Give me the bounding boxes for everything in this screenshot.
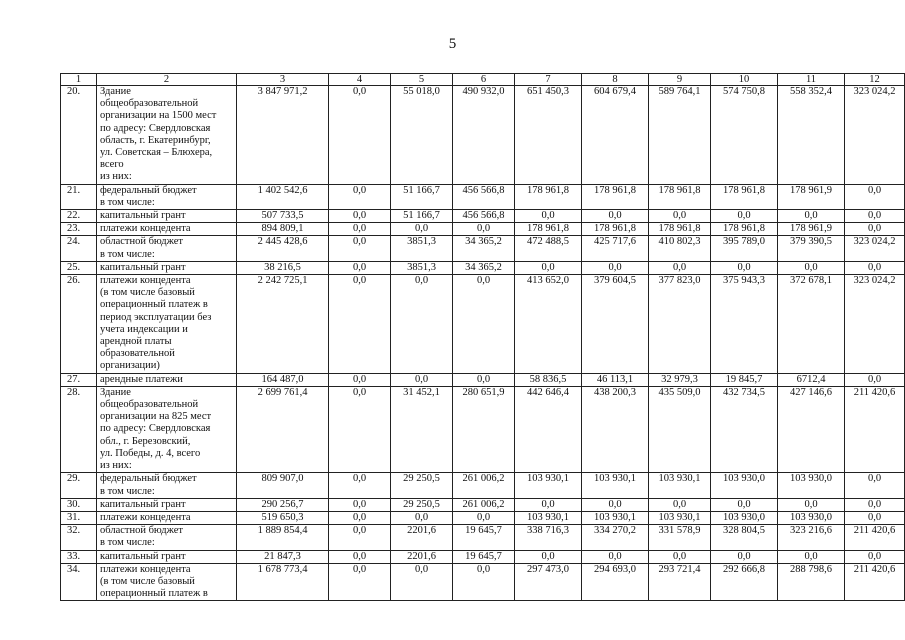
value-cell: 0,0 — [329, 223, 391, 236]
value-cell: 178 961,9 — [778, 223, 845, 236]
row-label-cell: платежи концедента — [97, 511, 237, 524]
value-cell: 0,0 — [845, 261, 905, 274]
row-number-cell: 25. — [61, 261, 97, 274]
value-cell: 438 200,3 — [582, 386, 649, 472]
value-cell: 0,0 — [711, 210, 778, 223]
column-number-header: 2 — [97, 74, 237, 86]
value-cell: 0,0 — [845, 498, 905, 511]
value-cell: 0,0 — [582, 498, 649, 511]
column-number-header: 10 — [711, 74, 778, 86]
value-cell: 51 166,7 — [391, 184, 453, 209]
value-cell: 178 961,8 — [515, 223, 582, 236]
table-row — [61, 511, 905, 524]
value-cell: 261 006,2 — [453, 473, 515, 498]
value-cell: 558 352,4 — [778, 86, 845, 185]
value-cell: 103 930,0 — [711, 473, 778, 498]
column-number-header: 11 — [778, 74, 845, 86]
value-cell: 0,0 — [582, 210, 649, 223]
value-cell: 0,0 — [391, 223, 453, 236]
value-cell: 323 216,6 — [778, 525, 845, 550]
value-cell: 280 651,9 — [453, 386, 515, 472]
value-cell: 323 024,2 — [845, 86, 905, 185]
column-number-header: 3 — [237, 74, 329, 86]
value-cell: 261 006,2 — [453, 498, 515, 511]
value-cell: 651 450,3 — [515, 86, 582, 185]
value-cell: 0,0 — [329, 550, 391, 563]
value-cell: 294 693,0 — [582, 563, 649, 601]
value-cell: 0,0 — [329, 184, 391, 209]
value-cell: 507 733,5 — [237, 210, 329, 223]
value-cell: 604 679,4 — [582, 86, 649, 185]
value-cell: 178 961,8 — [711, 223, 778, 236]
table-header-row — [61, 74, 905, 86]
column-number-header: 7 — [515, 74, 582, 86]
value-cell: 0,0 — [329, 498, 391, 511]
value-cell: 178 961,8 — [711, 184, 778, 209]
column-number-header: 12 — [845, 74, 905, 86]
value-cell: 6712,4 — [778, 373, 845, 386]
table-row — [61, 386, 905, 472]
row-label-cell: федеральный бюджет в том числе: — [97, 473, 237, 498]
value-cell: 3 847 971,2 — [237, 86, 329, 185]
value-cell: 435 509,0 — [649, 386, 711, 472]
value-cell: 338 716,3 — [515, 525, 582, 550]
value-cell: 0,0 — [329, 525, 391, 550]
value-cell: 0,0 — [778, 550, 845, 563]
value-cell: 55 018,0 — [391, 86, 453, 185]
value-cell: 0,0 — [845, 473, 905, 498]
table-row — [61, 275, 905, 374]
value-cell: 442 646,4 — [515, 386, 582, 472]
value-cell: 0,0 — [515, 498, 582, 511]
column-number-header: 8 — [582, 74, 649, 86]
value-cell: 0,0 — [453, 563, 515, 601]
value-cell: 19 645,7 — [453, 550, 515, 563]
column-number-header: 4 — [329, 74, 391, 86]
value-cell: 809 907,0 — [237, 473, 329, 498]
row-label-cell: областной бюджет в том числе: — [97, 525, 237, 550]
value-cell: 589 764,1 — [649, 86, 711, 185]
value-cell: 178 961,8 — [649, 223, 711, 236]
value-cell: 379 604,5 — [582, 275, 649, 374]
row-number-cell: 32. — [61, 525, 97, 550]
value-cell: 164 487,0 — [237, 373, 329, 386]
value-cell: 0,0 — [329, 511, 391, 524]
value-cell: 472 488,5 — [515, 236, 582, 261]
row-number-cell: 22. — [61, 210, 97, 223]
value-cell: 0,0 — [649, 210, 711, 223]
value-cell: 410 802,3 — [649, 236, 711, 261]
value-cell: 19 845,7 — [711, 373, 778, 386]
row-label-cell: платежи концедента (в том числе базовый операционный платеж в период эксплуатации без учета индексации и арендной платы образовательной организации) — [97, 275, 237, 374]
row-number-cell: 27. — [61, 373, 97, 386]
row-label-cell: капитальный грант — [97, 550, 237, 563]
value-cell: 379 390,5 — [778, 236, 845, 261]
table-row — [61, 473, 905, 498]
row-label-cell: Здание общеобразовательной организации на 1500 мест по адресу: Свердловская область, г. Екатеринбург, ул. Советская – Блюхера, всего из них: — [97, 86, 237, 185]
value-cell: 323 024,2 — [845, 236, 905, 261]
row-number-cell: 24. — [61, 236, 97, 261]
value-cell: 178 961,8 — [582, 184, 649, 209]
column-number-header: 6 — [453, 74, 515, 86]
value-cell: 0,0 — [329, 473, 391, 498]
value-cell: 0,0 — [845, 184, 905, 209]
value-cell: 519 650,3 — [237, 511, 329, 524]
value-cell: 0,0 — [453, 223, 515, 236]
value-cell: 103 930,1 — [582, 473, 649, 498]
column-number-header: 5 — [391, 74, 453, 86]
row-number-cell: 21. — [61, 184, 97, 209]
value-cell: 456 566,8 — [453, 210, 515, 223]
table-row — [61, 525, 905, 550]
value-cell: 372 678,1 — [778, 275, 845, 374]
value-cell: 432 734,5 — [711, 386, 778, 472]
value-cell: 51 166,7 — [391, 210, 453, 223]
value-cell: 1 402 542,6 — [237, 184, 329, 209]
row-label-cell: капитальный грант — [97, 261, 237, 274]
value-cell: 0,0 — [329, 236, 391, 261]
value-cell: 0,0 — [515, 261, 582, 274]
value-cell: 178 961,8 — [582, 223, 649, 236]
value-cell: 1 889 854,4 — [237, 525, 329, 550]
row-label-cell: Здание общеобразовательной организации на 825 мест по адресу: Свердловская обл., г. Березовский, ул. Победы, д. 4, всего из них: — [97, 386, 237, 472]
value-cell: 293 721,4 — [649, 563, 711, 601]
value-cell: 31 452,1 — [391, 386, 453, 472]
value-cell: 2 699 761,4 — [237, 386, 329, 472]
value-cell: 0,0 — [391, 275, 453, 374]
table-row — [61, 261, 905, 274]
value-cell: 58 836,5 — [515, 373, 582, 386]
value-cell: 0,0 — [582, 550, 649, 563]
value-cell: 0,0 — [649, 550, 711, 563]
value-cell: 574 750,8 — [711, 86, 778, 185]
value-cell: 2 445 428,6 — [237, 236, 329, 261]
value-cell: 19 645,7 — [453, 525, 515, 550]
table-row — [61, 550, 905, 563]
table-row — [61, 498, 905, 511]
value-cell: 375 943,3 — [711, 275, 778, 374]
value-cell: 211 420,6 — [845, 563, 905, 601]
row-number-cell: 30. — [61, 498, 97, 511]
value-cell: 894 809,1 — [237, 223, 329, 236]
row-label-cell: платежи концедента (в том числе базовый операционный платеж в — [97, 563, 237, 601]
value-cell: 0,0 — [329, 210, 391, 223]
value-cell: 103 930,1 — [649, 473, 711, 498]
value-cell: 331 578,9 — [649, 525, 711, 550]
table-row — [61, 210, 905, 223]
value-cell: 3851,3 — [391, 261, 453, 274]
value-cell: 0,0 — [845, 511, 905, 524]
value-cell: 0,0 — [515, 210, 582, 223]
value-cell: 0,0 — [845, 550, 905, 563]
value-cell: 1 678 773,4 — [237, 563, 329, 601]
value-cell: 0,0 — [845, 210, 905, 223]
value-cell: 0,0 — [649, 498, 711, 511]
row-label-cell: областной бюджет в том числе: — [97, 236, 237, 261]
budget-table — [60, 73, 905, 601]
column-number-header: 9 — [649, 74, 711, 86]
value-cell: 490 932,0 — [453, 86, 515, 185]
value-cell: 290 256,7 — [237, 498, 329, 511]
value-cell: 297 473,0 — [515, 563, 582, 601]
table-row — [61, 236, 905, 261]
value-cell: 21 847,3 — [237, 550, 329, 563]
value-cell: 103 930,0 — [778, 511, 845, 524]
table-row — [61, 563, 905, 601]
row-label-cell: капитальный грант — [97, 210, 237, 223]
table-row — [61, 373, 905, 386]
value-cell: 103 930,1 — [582, 511, 649, 524]
value-cell: 377 823,0 — [649, 275, 711, 374]
value-cell: 178 961,8 — [649, 184, 711, 209]
value-cell: 0,0 — [391, 563, 453, 601]
value-cell: 0,0 — [582, 261, 649, 274]
value-cell: 2201,6 — [391, 525, 453, 550]
table-row — [61, 86, 905, 185]
value-cell: 0,0 — [453, 373, 515, 386]
value-cell: 0,0 — [711, 498, 778, 511]
value-cell: 425 717,6 — [582, 236, 649, 261]
row-label-cell: капитальный грант — [97, 498, 237, 511]
value-cell: 32 979,3 — [649, 373, 711, 386]
value-cell: 0,0 — [329, 261, 391, 274]
row-label-cell: арендные платежи — [97, 373, 237, 386]
value-cell: 0,0 — [329, 563, 391, 601]
value-cell: 395 789,0 — [711, 236, 778, 261]
value-cell: 103 930,1 — [515, 473, 582, 498]
value-cell: 0,0 — [778, 210, 845, 223]
row-number-cell: 23. — [61, 223, 97, 236]
value-cell: 34 365,2 — [453, 236, 515, 261]
value-cell: 34 365,2 — [453, 261, 515, 274]
value-cell: 0,0 — [391, 511, 453, 524]
row-number-cell: 34. — [61, 563, 97, 601]
value-cell: 0,0 — [845, 223, 905, 236]
value-cell: 292 666,8 — [711, 563, 778, 601]
row-number-cell: 29. — [61, 473, 97, 498]
value-cell: 0,0 — [329, 386, 391, 472]
value-cell: 103 930,0 — [778, 473, 845, 498]
value-cell: 328 804,5 — [711, 525, 778, 550]
row-number-cell: 33. — [61, 550, 97, 563]
value-cell: 0,0 — [845, 373, 905, 386]
value-cell: 2201,6 — [391, 550, 453, 563]
row-number-cell: 26. — [61, 275, 97, 374]
value-cell: 0,0 — [391, 373, 453, 386]
value-cell: 0,0 — [778, 261, 845, 274]
value-cell: 456 566,8 — [453, 184, 515, 209]
table-row — [61, 184, 905, 209]
value-cell: 29 250,5 — [391, 473, 453, 498]
value-cell: 0,0 — [453, 511, 515, 524]
value-cell: 0,0 — [329, 373, 391, 386]
value-cell: 103 930,1 — [649, 511, 711, 524]
value-cell: 178 961,8 — [515, 184, 582, 209]
value-cell: 0,0 — [778, 498, 845, 511]
value-cell: 323 024,2 — [845, 275, 905, 374]
value-cell: 334 270,2 — [582, 525, 649, 550]
value-cell: 0,0 — [329, 86, 391, 185]
value-cell: 3851,3 — [391, 236, 453, 261]
row-number-cell: 31. — [61, 511, 97, 524]
row-label-cell: платежи концедента — [97, 223, 237, 236]
value-cell: 0,0 — [711, 550, 778, 563]
value-cell: 103 930,1 — [515, 511, 582, 524]
page-number: 5 — [448, 36, 457, 52]
value-cell: 29 250,5 — [391, 498, 453, 511]
value-cell: 413 652,0 — [515, 275, 582, 374]
value-cell: 178 961,9 — [778, 184, 845, 209]
value-cell: 427 146,6 — [778, 386, 845, 472]
value-cell: 211 420,6 — [845, 525, 905, 550]
table-row — [61, 223, 905, 236]
value-cell: 288 798,6 — [778, 563, 845, 601]
value-cell: 0,0 — [515, 550, 582, 563]
row-number-cell: 28. — [61, 386, 97, 472]
value-cell: 0,0 — [329, 275, 391, 374]
value-cell: 38 216,5 — [237, 261, 329, 274]
row-label-cell: федеральный бюджет в том числе: — [97, 184, 237, 209]
value-cell: 0,0 — [649, 261, 711, 274]
value-cell: 103 930,0 — [711, 511, 778, 524]
value-cell: 0,0 — [711, 261, 778, 274]
column-number-header: 1 — [61, 74, 97, 86]
row-number-cell: 20. — [61, 86, 97, 185]
value-cell: 2 242 725,1 — [237, 275, 329, 374]
value-cell: 211 420,6 — [845, 386, 905, 472]
value-cell: 46 113,1 — [582, 373, 649, 386]
value-cell: 0,0 — [453, 275, 515, 374]
